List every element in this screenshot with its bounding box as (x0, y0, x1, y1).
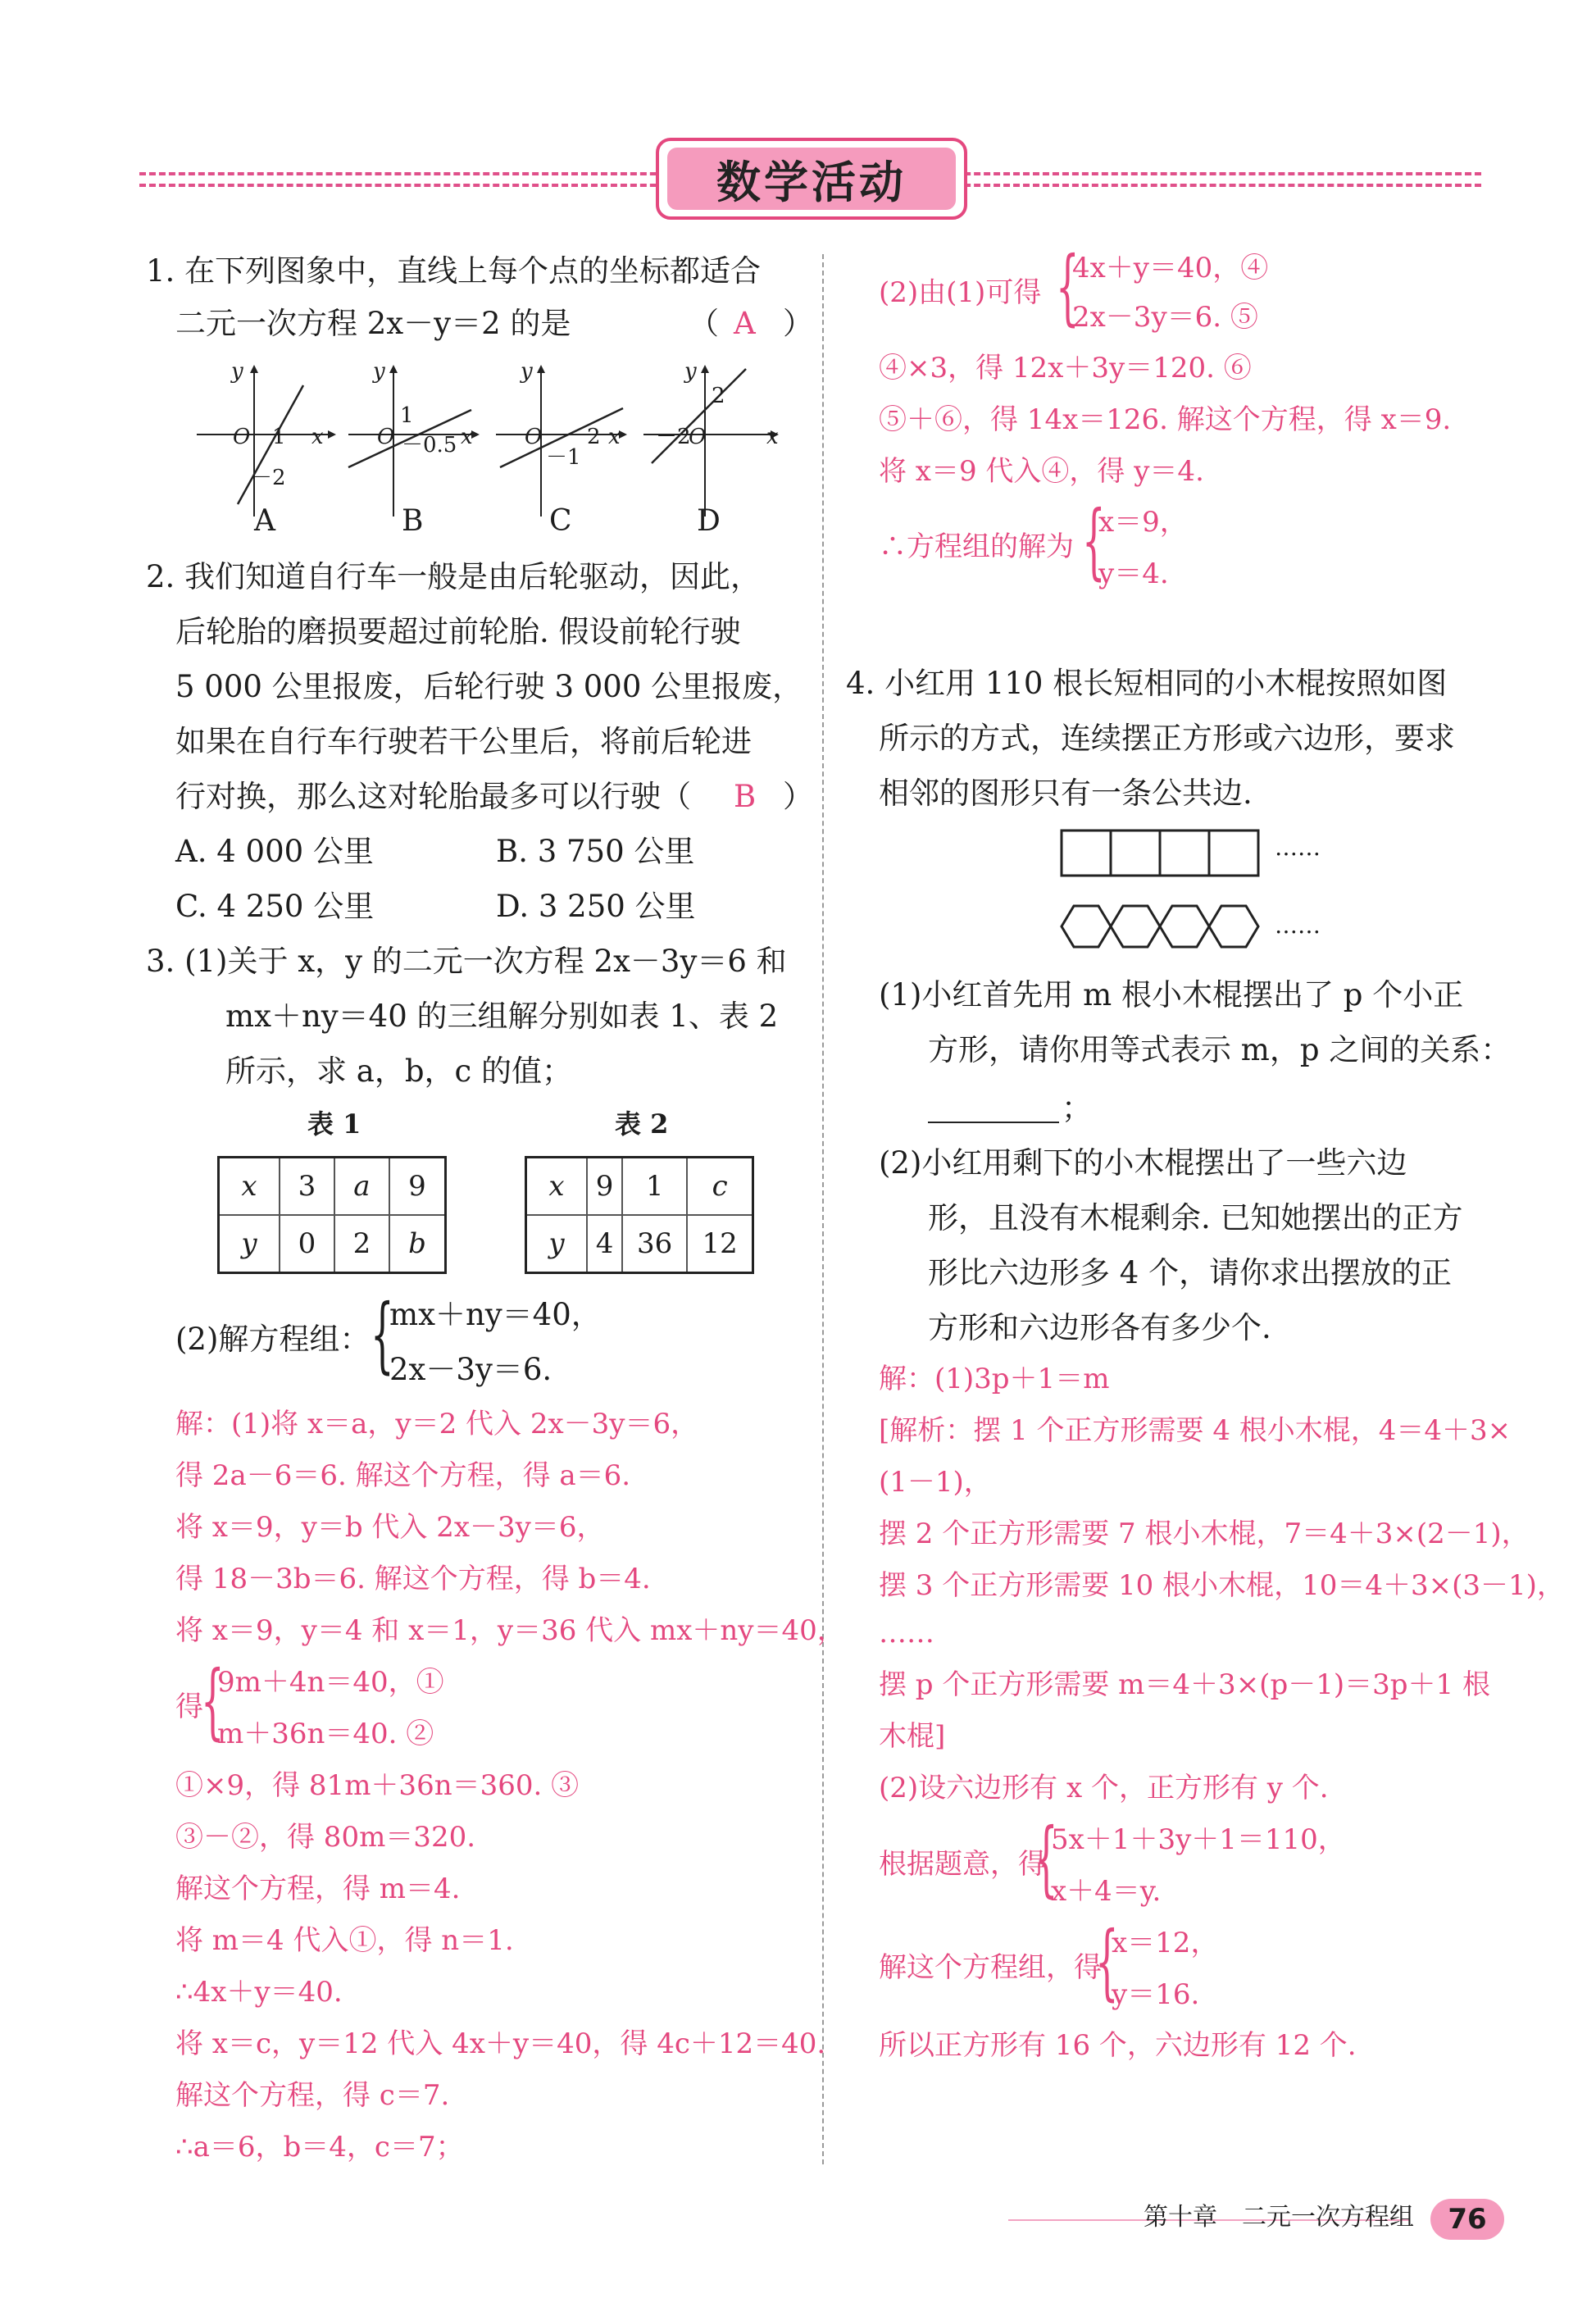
q3-part2-label: (2)解方程组： (175, 1322, 371, 1357)
table-cell: 3 (280, 1158, 334, 1216)
q3-line-2: mx＋ny＝40 的三组解分别如表 1、表 2 (225, 999, 779, 1034)
q4-sol-1: 解：(1)3p＋1＝m (879, 1363, 1110, 1395)
q3-sys-eq1: 9m＋4n＝40，① (217, 1666, 444, 1699)
q4-sol-2: [解析：摆 1 个正方形需要 4 根小木棍，4＝4＋3× (879, 1414, 1512, 1447)
q2-option-a: A. 4 000 公里 (175, 834, 374, 869)
graph-d-x: x (766, 425, 779, 449)
q2-line-3: 5 000 公里报废，后轮行驶 3 000 公里报废， (175, 669, 803, 704)
footer-chapter: 第十章 二元一次方程组 (1144, 2203, 1414, 2232)
table-cell: b (389, 1215, 446, 1273)
graph-c-o: O (525, 425, 543, 449)
q4-res-label: 解这个方程组，得 (879, 1951, 1102, 1984)
q3-sol2-8: ∴a＝6，b＝4，c＝7； (175, 2131, 464, 2164)
q4-sol-8: 木棍] (879, 1720, 946, 1753)
q2-line-4: 如果在自行车行驶若干公里后，将前后轮进 (175, 724, 752, 759)
q3r-res-2: y＝4. (1098, 557, 1169, 590)
q1-answer: A (734, 306, 756, 341)
graph-a-y: y (231, 359, 243, 384)
graph-d-t2: －2 (656, 425, 691, 449)
q1-line-1: 1. 在下列图象中，直线上每个点的坐标都适合 (146, 253, 762, 289)
q2-line-5: 行对换，那么这对轮胎最多可以行驶（ (175, 779, 691, 814)
q4-sol-4: 摆 2 个正方形需要 7 根小木棍，7＝4＋3×(2－1)， (879, 1518, 1530, 1550)
table-cell: 4 (587, 1215, 622, 1273)
graph-d-t1: 2 (712, 384, 725, 408)
q3-sol2-1: ①×9，得 81m＋36n＝360. ③ (175, 1769, 580, 1802)
q4-p1-2: 方形，请你用等式表示 m，p 之间的关系： (928, 1032, 1512, 1067)
graph-d-y: y (684, 359, 697, 384)
q4-sol-9: (2)设六边形有 x 个，正方形有 y 个. (879, 1772, 1329, 1804)
table-cell: y (526, 1215, 588, 1273)
table-cell: a (334, 1158, 389, 1216)
q4-p2-4: 方形和六边形各有多少个. (928, 1310, 1271, 1345)
q2-option-c: C. 4 250 公里 (175, 889, 375, 924)
q3-sol-2: 得 2a－6＝6. 解这个方程，得 a＝6. (175, 1459, 631, 1492)
table-cell: 9 (587, 1158, 622, 1216)
q3-sol-1: 解：(1)将 x＝a，y＝2 代入 2x－3y＝6， (175, 1408, 699, 1440)
q4-dots-1: …… (1275, 834, 1321, 861)
q3-sys-brace: { (201, 1653, 225, 1749)
q3-sol-3: 将 x＝9，y＝b 代入 2x－3y＝6， (175, 1511, 605, 1544)
table-row (219, 1158, 446, 1216)
q3-sol-5: 将 x＝9，y＝4 和 x＝1，y＝36 代入 mx＋ny＝40， (175, 1614, 845, 1647)
graph-a-t1: 1 (272, 425, 286, 449)
table-cell: x (219, 1158, 280, 1216)
q4-answer-blank (928, 1122, 1059, 1123)
q3-line-3: 所示，求 a，b，c 的值； (225, 1053, 572, 1089)
graph-a-x: x (311, 425, 324, 449)
q2-answer: B (734, 779, 757, 814)
q3r-eq2: 2x－3y＝6. ⑤ (1072, 301, 1258, 334)
q4-sol-5: 摆 3 个正方形需要 10 根小木棍，10＝4＋3×(3－1)， (879, 1569, 1565, 1602)
q4-p1-1: (1)小红首先用 m 根小木棍摆出了 p 个小正 (879, 977, 1464, 1012)
q3-sol2-5: ∴4x＋y＝40. (175, 1976, 343, 2009)
q3-sol2-3: 解这个方程，得 m＝4. (175, 1873, 461, 1905)
q2-line-1: 2. 我们知道自行车一般是由后轮驱动，因此， (146, 559, 762, 594)
q4-sol-6: …… (879, 1617, 934, 1650)
q3-sol2-4: 将 m＝4 代入①，得 n＝1. (175, 1924, 514, 1957)
table-row (219, 1215, 446, 1273)
q4-p2-3: 形比六边形多 4 个，请你求出摆放的正 (928, 1255, 1453, 1290)
q3r-line-1: ④×3，得 12x＋3y＝120. ⑥ (879, 352, 1252, 385)
table-cell: y (219, 1215, 280, 1273)
q3-part2-brace: { (371, 1286, 394, 1382)
table1-caption: 表 1 (307, 1108, 361, 1140)
q2-option-b: B. 3 750 公里 (496, 834, 695, 869)
q3-part2-eq2: 2x－3y＝6. (389, 1352, 552, 1387)
q4-sol-7: 摆 p 个正方形需要 m＝4＋3×(p－1)＝3p＋1 根 (879, 1668, 1490, 1701)
q4-res-2: y＝16. (1112, 1978, 1200, 2011)
q3-sol-4: 得 18－3b＝6. 解这个方程，得 b＝4. (175, 1563, 651, 1595)
q3-sol2-6: 将 x＝c，y＝12 代入 4x＋y＝40，得 4c＋12＝40. (175, 2027, 826, 2060)
q2-option-d: D. 3 250 公里 (496, 889, 696, 924)
q1-line-2: 二元一次方程 2x－y＝2 的是 (175, 306, 571, 341)
q4-p1-3: ； (1062, 1090, 1092, 1126)
q4-dots-2: …… (1275, 912, 1321, 939)
q3r-res-1: x＝9， (1098, 506, 1188, 539)
table-row (526, 1158, 753, 1216)
graph-c-t1: 2 (587, 425, 601, 449)
table-cell: c (687, 1158, 753, 1216)
q3-sys-label: 得 (175, 1691, 203, 1723)
table-cell: x (526, 1158, 588, 1216)
graph-b-y: y (373, 359, 385, 384)
table-cell: 0 (280, 1215, 334, 1273)
q3-part2-eq1: mx＋ny＝40， (389, 1297, 602, 1332)
q3-sol2-2: ③－②，得 80m＝320. (175, 1821, 476, 1854)
table-1 (217, 1156, 447, 1274)
q4-line-3: 相邻的图形只有一条公共边. (879, 776, 1253, 811)
graph-b-o: O (377, 425, 395, 449)
table-cell: 9 (389, 1158, 446, 1216)
q3-sys-eq2: m＋36n＝40. ② (217, 1718, 434, 1750)
q3r-brace: { (1056, 239, 1080, 334)
graph-a-label: A (254, 504, 275, 538)
q4-line-2: 所示的方式，连续摆正方形或六边形，要求 (879, 721, 1455, 756)
graph-b-t2: －0.5 (402, 433, 457, 457)
table-cell: 2 (334, 1215, 389, 1273)
q4-final: 所以正方形有 16 个，六边形有 12 个. (879, 2029, 1357, 2062)
q3-line-1: 3. (1)关于 x，y 的二元一次方程 2x－3y＝6 和 (146, 944, 787, 979)
q4-sys-brace: { (1034, 1810, 1058, 1906)
q4-sys-eq1: 5x＋1＋3y＋1＝110， (1051, 1823, 1346, 1856)
column-divider (822, 254, 824, 2164)
table-cell: 12 (687, 1215, 753, 1273)
q4-res-1: x＝12， (1112, 1927, 1219, 1959)
table2-caption: 表 2 (615, 1108, 669, 1140)
q3r-res-label: ∴方程组的解为 (879, 530, 1074, 563)
table-cell: 1 (622, 1158, 687, 1216)
graph-c-x: x (608, 425, 621, 449)
q4-p2-2: 形，且没有木棍剩余. 已知她摆出的正方 (928, 1200, 1463, 1235)
q3r-label: (2)由(1)可得 (879, 276, 1042, 309)
graph-d-o: O (689, 425, 707, 449)
table-cell: 36 (622, 1215, 687, 1273)
q3r-eq1: 4x＋y＝40，④ (1072, 252, 1269, 284)
graph-a-t2: －2 (251, 466, 286, 490)
table-2 (525, 1156, 754, 1274)
q1-paren-left: （ (689, 306, 719, 341)
q2-paren-right: ） (783, 779, 813, 814)
graph-c-y: y (521, 359, 533, 384)
title-banner (656, 138, 967, 220)
table-row (526, 1215, 753, 1273)
graph-c-label: C (549, 504, 572, 538)
graph-d-label: D (697, 504, 721, 538)
q3r-res-brace: { (1082, 493, 1106, 589)
graph-b-t1: 1 (400, 403, 414, 428)
q2-line-2: 后轮胎的磨损要超过前轮胎. 假设前轮行驶 (175, 614, 741, 649)
q1-paren-right: ） (783, 306, 813, 341)
q4-res-brace: { (1095, 1913, 1119, 2009)
graph-b-x: x (461, 425, 473, 449)
graph-c (496, 365, 627, 516)
q4-sol-3: (1－1)， (879, 1466, 992, 1499)
page-number: 76 (1430, 2199, 1504, 2240)
q4-sys-eq2: x＋4＝y. (1051, 1875, 1162, 1908)
q3-sol2-7: 解这个方程，得 c＝7. (175, 2079, 450, 2112)
q4-p2-1: (2)小红用剩下的小木棍摆出了一些六边 (879, 1145, 1407, 1181)
page-title: 数学活动 (667, 148, 956, 210)
graph-b-label: B (402, 504, 424, 538)
q4-sys-label: 根据题意，得 (879, 1848, 1046, 1881)
graph-a-o: O (233, 425, 251, 449)
q3r-line-3: 将 x＝9 代入④，得 y＝4. (879, 455, 1204, 488)
q3r-line-2: ⑤＋⑥，得 14x＝126. 解这个方程，得 x＝9. (879, 403, 1452, 436)
q4-line-1: 4. 小红用 110 根长短相同的小木棍按照如图 (846, 666, 1448, 701)
graph-c-t2: －1 (546, 445, 581, 470)
